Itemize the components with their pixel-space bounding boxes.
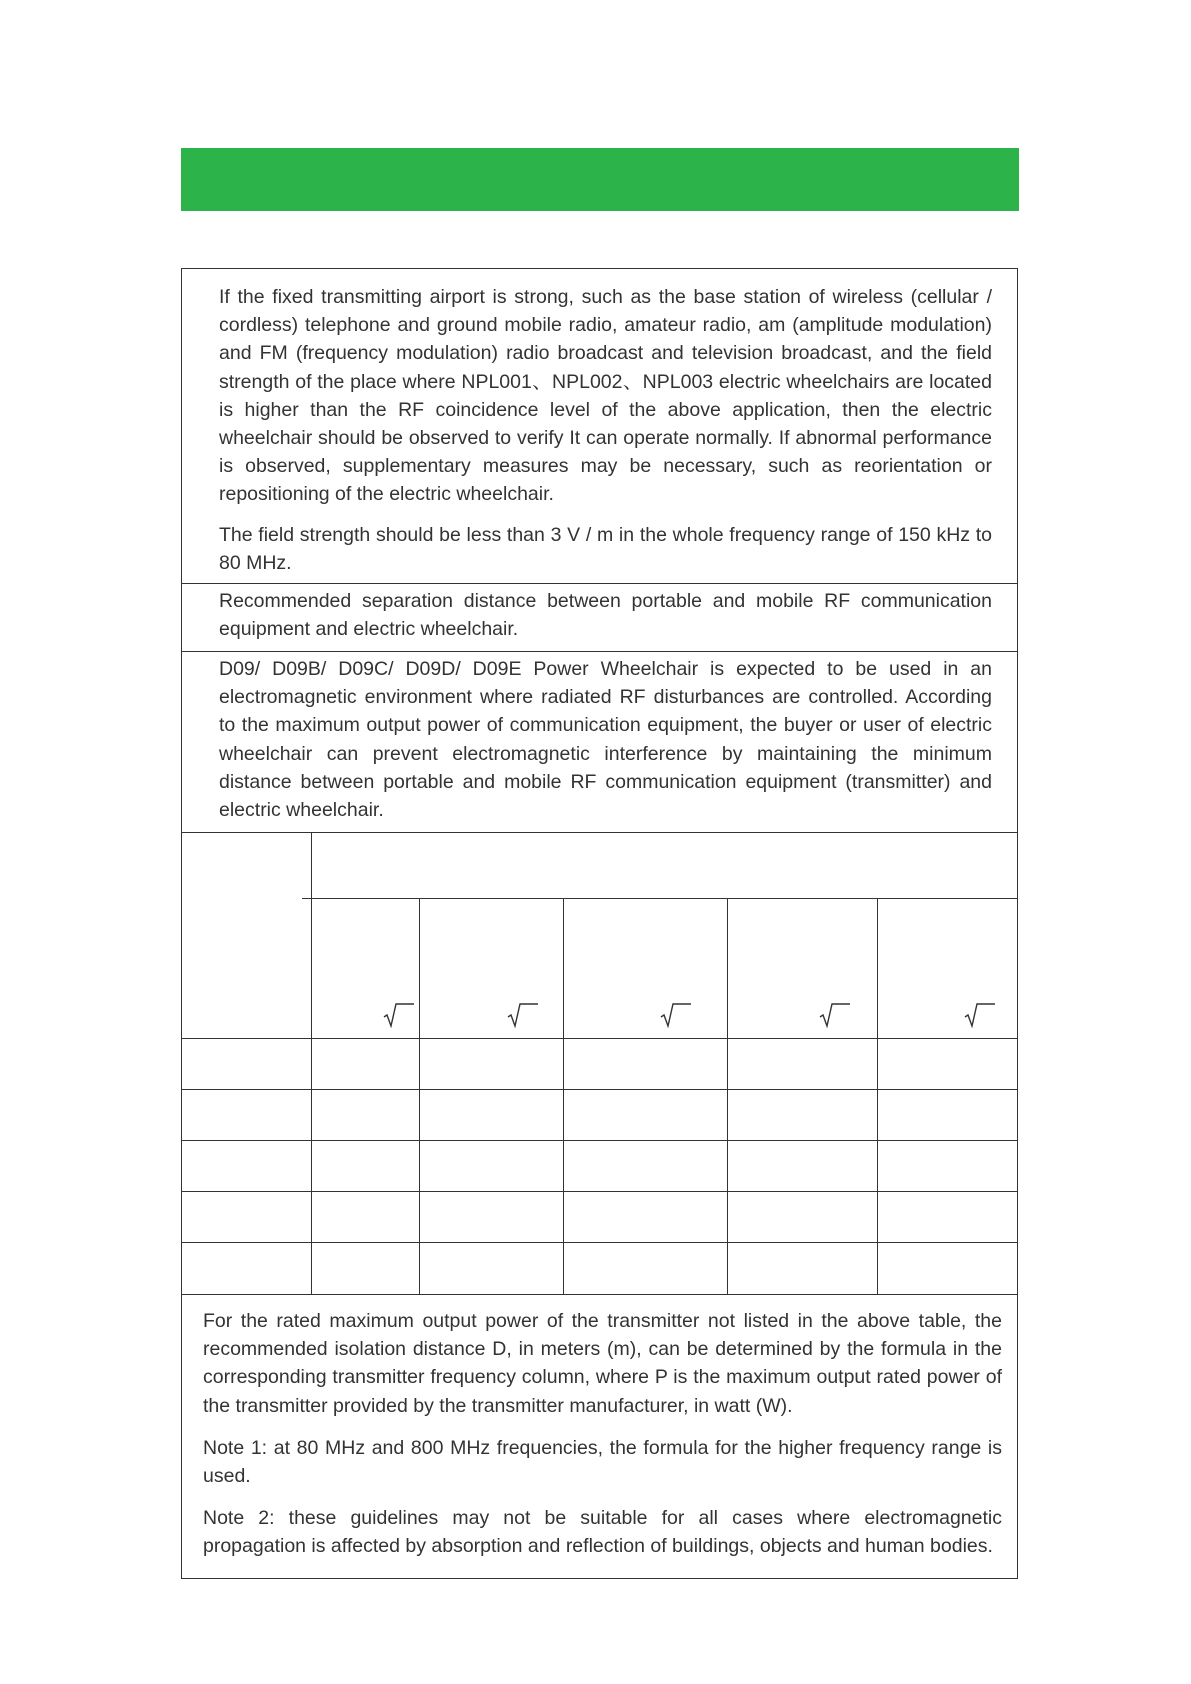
table-row-border xyxy=(182,1294,1018,1295)
note-1: Note 1: at 80 MHz and 800 MHz frequencies, the formula for the higher frequency range is used. xyxy=(203,1436,1002,1488)
table-row-border xyxy=(182,1191,1018,1192)
notes-section xyxy=(182,1307,1017,1561)
header-band xyxy=(181,148,1019,211)
emc-table-frame xyxy=(181,268,1018,1579)
separation-title: Recommended separation distance between portable and mobile RF communication equipment and electric wheelchair. xyxy=(219,590,992,641)
divider xyxy=(182,832,1017,833)
table-row-border xyxy=(182,1140,1018,1141)
table-power-column-border xyxy=(311,833,312,1295)
table-column-border xyxy=(563,898,564,1295)
description-section xyxy=(182,655,1017,824)
interference-paragraph: If the fixed transmitting airport is strong, such as the base station of wireless (cellular / cordless) telephone and ground mobile radio, amateur radio, am (amplitude modulation) and FM (frequency modulation) radio broadcast and television broadcast, and the field strength of the place where NPL001、NPL002、NPL003 electric wheelchairs are located is higher than the RF coincidence level of the above application, then the electric wheelchair should be observed to verify It can operate normally. If abnormal performance is observed, supplementary measures may be necessary, such as reorientation or repositioning of the electric wheelchair. xyxy=(219,286,992,506)
table-column-border xyxy=(727,898,728,1295)
sqrt-symbol-icon xyxy=(964,1002,996,1028)
note-2: Note 2: these guidelines may not be suitable for all cases where electromagnetic propagation is affected by absorption and reflection of buildings, objects and human bodies. xyxy=(203,1507,1002,1558)
sqrt-symbol-icon xyxy=(660,1002,692,1028)
divider xyxy=(182,651,1017,652)
table-row-border xyxy=(182,1038,1018,1039)
sqrt-symbol-icon xyxy=(383,1002,415,1028)
table-header-underline xyxy=(302,898,1018,899)
formula-note: For the rated maximum output power of the transmitter not listed in the above table, the recommended isolation distance D, in meters (m), can be determined by the formula in the corresponding transmitter frequency column, where P is the maximum output rated power of the transmitter provided by the transmitter manufacturer, in watt (W). xyxy=(203,1310,1002,1417)
sqrt-symbol-icon xyxy=(507,1002,539,1028)
sqrt-symbol-icon xyxy=(819,1002,851,1028)
divider xyxy=(182,583,1017,584)
field-strength-paragraph: The field strength should be less than 3 V / m in the whole frequency range of 150 kHz to 80 MHz. xyxy=(219,523,992,574)
table-row-border xyxy=(182,1089,1018,1090)
table-column-border xyxy=(877,898,878,1295)
separation-title-section xyxy=(182,587,1017,643)
description-paragraph: D09/ D09B/ D09C/ D09D/ D09E Power Wheelchair is expected to be used in an electromagnetic environment where radiated RF disturbances are controlled. According to the maximum output power of communication equipment, the buyer or user of electric wheelchair can prevent electromagnetic interference by maintaining the minimum distance between portable and mobile RF communication equipment (transmitter) and electric wheelchair. xyxy=(219,658,992,822)
interference-section xyxy=(182,283,1017,577)
table-column-border xyxy=(419,898,420,1295)
table-row-border xyxy=(182,1242,1018,1243)
